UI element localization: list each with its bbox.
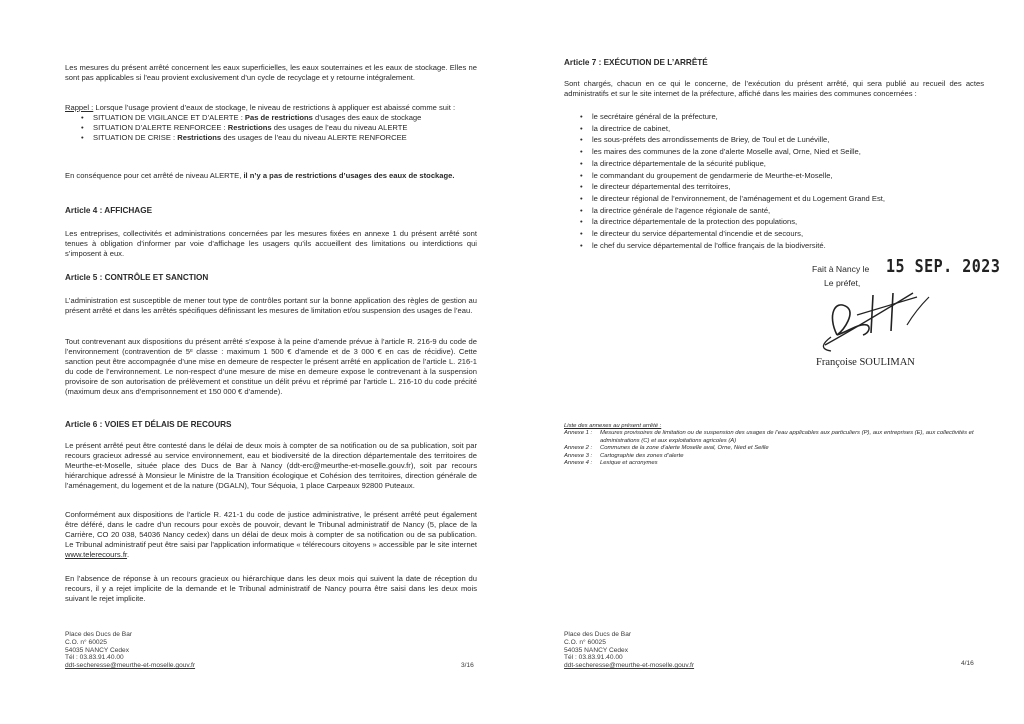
list-item [77, 133, 477, 143]
article-5-p2: Tout contrevenant aux dispositions du présent arrêté s’expose à la peine d’amende prévue à l’article R. 216-9 du code de l’environnement (contravention de 5ᵉ classe : maximum 1 500 € d’amende et de 3 000 € en cas de récidive). Cette sanction peut être accompagnée d’une mise en demeure de respecter le présent arrêté en application de l’article L. 216-1 du code de l’environnement. Le non-respect d’une mesure de mise en demeure expose le contrevenant à la suspension provisoire de son autorisation de prélèvement et constitue un délit prévu et réprimé par l’article L. 216-10 du code précité (maximum deux ans d’emprisonnement et 150 000 € d’amende). [65, 337, 477, 397]
list-item: • les sous-préfets des arrondissements de Briey, de Toul et de Lunéville, [576, 134, 984, 146]
annex-key: Annexe 3 : [564, 452, 593, 459]
rappel-list [77, 113, 477, 143]
article-4-title: Article 4 : AFFICHAGE [65, 206, 153, 215]
date-stamp: 15 SEP. 2023 [886, 255, 1001, 277]
footer-address: Place des Ducs de Bar [564, 631, 632, 638]
article-6-p2-text: Conformément aux dispositions de l’article R. 421-1 du code de justice administrative, le présent arrêté peut également être déféré, dans le cadre d’un recours pour excès de pouvoir, devant le Tribunal administratif de Nancy (5, place de la Carrière, CO 20 038, 54036 Nancy cedex) dans un délai de deux mois à compter de sa notification ou de sa publication. Le Tribunal administratif peut être saisi par l’application informatique « télérecours citoyens » accessible par le site internet [65, 510, 477, 550]
list-item: • la directrice départementale de la sécurité publique, [576, 158, 984, 170]
footer-co: C.O. n° 60025 [65, 638, 107, 646]
signatory-name: Françoise SOULIMAN [816, 357, 915, 368]
list-item: • le secrétaire général de la préfecture, [576, 111, 984, 123]
page-footer [65, 631, 195, 670]
annex-value: Cartographie des zones d’alerte [600, 452, 684, 459]
annex-value: Communes de la zone d’alerte Moselle aval, Orne, Nied et Seille [600, 445, 769, 452]
prefet-role: Le préfet, [824, 278, 861, 288]
list-item: • les maires des communes de la zone d’alerte Moselle aval, Orne, Nied et Seille, [576, 146, 984, 158]
annex-row [564, 453, 984, 460]
intro-paragraph [65, 63, 477, 83]
footer-phone: Tél : 03.83.91.40.00 [65, 654, 124, 662]
fait-a-nancy: Fait à Nancy le [812, 264, 870, 274]
annex-value: Mesures provisoires de limitation ou de suspension des usages de l’eau applicables aux particuliers (P), aux entreprises (E), aux collectivités et administrations (C) et aux exploitations agricoles (A) [600, 430, 974, 444]
item-bold: Pas de restrictions [244, 113, 313, 123]
annex-row [564, 430, 984, 445]
annex-key: Annexe 2 : [564, 445, 593, 452]
rappel-text: Lorsque l’usage provient d’eaux de stockage, le niveau de restrictions à appliquer est abaissé comme suit : [93, 103, 456, 112]
list-item: • le commandant du groupement de gendarmerie de Meurthe-et-Moselle, [576, 170, 984, 182]
page-footer [564, 631, 694, 670]
article-6-p2-end: . [127, 550, 130, 560]
handwritten-signature [797, 285, 947, 365]
article-6-p2 [65, 510, 477, 560]
annex-row [564, 460, 984, 467]
page-number: 4/16 [961, 660, 974, 667]
telerecours-link[interactable]: www.telerecours.fr [65, 550, 128, 560]
list-item [77, 113, 477, 123]
item-text: SITUATION DE CRISE : [93, 133, 178, 143]
item-text: des usages de l’eau du niveau ALERTE RENFORCEE [221, 133, 407, 143]
rappel-label: Rappel : [65, 103, 94, 112]
list-item: • la directrice de cabinet, [576, 123, 984, 135]
article-7-intro: Sont chargés, chacun en ce qui le concerne, de l’exécution du présent arrêté, qui sera publié au recueil des actes administratifs et sur le site internet de la préfecture, affiché dans les mairies des communes concernées : [564, 79, 984, 99]
footer-email-link[interactable]: ddt-secheresse@meurthe-et-moselle.gouv.fr [564, 662, 695, 670]
article-6-p3: En l’absence de réponse à un recours gracieux ou hiérarchique dans les deux mois qui suivent la date de réception du recours, il y a rejet implicite de la demande et le Tribunal administratif de Nancy pourra être saisi dans les deux mois suivant le rejet implicite. [65, 574, 477, 604]
list-item: • la directrice générale de l’agence régionale de santé, [576, 205, 984, 217]
annex-list [564, 423, 984, 467]
item-text: SITUATION D’ALERTE RENFORCEE : [93, 123, 228, 133]
consequence-paragraph [65, 171, 477, 181]
rappel-paragraph [65, 103, 477, 113]
list-item: • le directeur du service départemental d’incendie et de secours, [576, 228, 984, 240]
article-5-p1: L’administration est susceptible de mener tout type de contrôles portant sur la bonne application des règles de gestion au présent arrêté et dans les arrêtés spécifiques définissant les mesures de limitation et/ou suspension des usages de l’eau. [65, 296, 477, 316]
article-5-title: Article 5 : CONTRÔLE ET SANCTION [65, 273, 209, 282]
footer-co: C.O. n° 60025 [564, 638, 606, 646]
annex-value: Lexique et acronymes [600, 460, 658, 467]
consequence-text: En conséquence pour cet arrêté de niveau ALERTE, [65, 171, 244, 180]
item-text: d’usages des eaux de stockage [312, 113, 422, 123]
article-6-title: Article 6 : VOIES ET DÉLAIS DE RECOURS [65, 420, 232, 429]
executors-list [576, 111, 984, 251]
list-item: • le directeur départemental des territoires, [576, 181, 984, 193]
footer-address: Place des Ducs de Bar [65, 631, 133, 638]
annex-heading: Liste des annexes au présent arrêté : [564, 423, 662, 429]
footer-phone: Tél : 03.83.91.40.00 [564, 654, 623, 662]
footer-city: 54035 NANCY Cedex [564, 646, 629, 654]
item-text: des usages de l’eau du niveau ALERTE [271, 123, 408, 133]
intro-text: Les mesures du présent arrêté concernent les eaux superficielles, les eaux souterraines et les eaux de stockage. Elles ne sont pas applicables si l’eau provient exclusivement d’un cycle de recyclage et y retourne intégralement. [65, 63, 477, 83]
item-bold: Restrictions [227, 123, 272, 133]
article-4-text: Les entreprises, collectivités et administrations concernées par les mesures fixées en annexe 1 du présent arrêté sont tenues à obligation d’informer par voie d’affichage les usagers qu’ils accueillent des limitations ou interdictions qui s’imposent à eux. [65, 229, 477, 259]
list-item [77, 123, 477, 133]
list-item: • le directeur régional de l’environnement, de l’aménagement et du Logement Grand Est, [576, 193, 984, 205]
annex-key: Annexe 1 : [564, 430, 593, 437]
footer-city: 54035 NANCY Cedex [65, 646, 130, 654]
rappel-block [65, 103, 477, 143]
footer-email-link[interactable]: ddt-secheresse@meurthe-et-moselle.gouv.fr [65, 662, 196, 670]
consequence-bold: il n’y a pas de restrictions d’usages des eaux de stockage. [243, 171, 455, 180]
list-item: • la directrice départementale de la protection des populations, [576, 216, 984, 228]
article-6-p1: Le présent arrêté peut être contesté dans le délai de deux mois à compter de sa notification ou de sa publication, soit par recours gracieux adressé au service environnement, eau et biodiversité de la direction départementale des territoires de Meurthe-et-Moselle, située place des Ducs de Bar à Nancy (ddt-erc@meurthe-et-moselle.gouv.fr), soit par recours hiérarchique adressé à Monsieur le Ministre de la Transition écologique et Cohésion des territoires, direction générale de l’aménagement, du logement et de la nature (DGALN), Tour Séquoia, 1 place Carpeaux 92800 Puteaux. [65, 441, 477, 491]
list-item: • le chef du service départemental de l’office français de la biodiversité. [576, 240, 984, 252]
item-bold: Restrictions [177, 133, 222, 143]
page-number: 3/16 [461, 662, 474, 669]
document-page-4 [512, 0, 1024, 724]
annex-row [564, 445, 984, 452]
item-text: SITUATION DE VIGILANCE ET D’ALERTE : [93, 113, 245, 123]
article-7-title: Article 7 : EXÉCUTION DE L’ARRÊTÉ [564, 58, 708, 67]
annex-key: Annexe 4 : [564, 460, 593, 467]
